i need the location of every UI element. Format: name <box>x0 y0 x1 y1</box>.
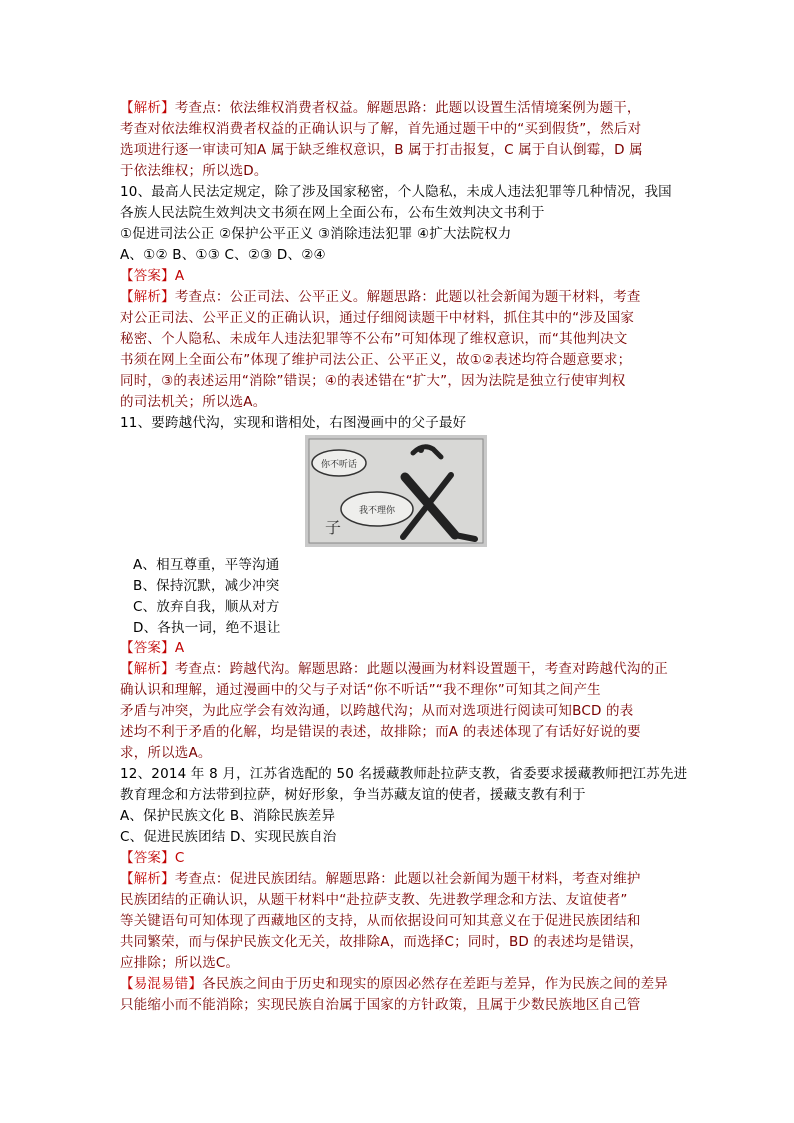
q10-analysis-line-4: 书须在网上全面公布”体现了维护司法公正、公平正义，故①②表述均符合题意要求； <box>120 352 632 368</box>
q11-option-a: A、相互尊重，平等沟通 <box>133 557 280 573</box>
q12-analysis-line-1: 【解析】考查点：促进民族团结。解题思路：此题以社会新闻为题干材料，考查对维护 <box>120 871 641 887</box>
q10-statements: ①促进司法公正 ②保护公平正义 ③消除违法犯罪 ④扩大法院权力 <box>120 226 512 242</box>
q12-analysis-line-4: 共同繁荣，而与保护民族文化无关，故排除A，而选择C；同时，BD 的表述均是错误， <box>120 934 644 950</box>
q10-analysis-line-2: 对公正司法、公平正义的正确认识，通过仔细阅读题干中材料，抓住其中的“涉及国家 <box>120 310 635 326</box>
q11-answer: 【答案】A <box>120 640 185 656</box>
q11-analysis-line-4: 述均不利于矛盾的化解，均是错误的表述，故排除；而A 的表述体现了有话好好说的要 <box>120 724 641 740</box>
q10-stem-line-1: 10、最高人民法定规定，除了涉及国家秘密，个人隐私，未成人违法犯罪等几种情况，我国 <box>120 184 672 200</box>
q12-confusion-line-2: 只能缩小而不能消除；实现民族自治属于国家的方针政策，且属于少数民族地区自己管 <box>120 997 641 1013</box>
cartoon-image <box>305 435 487 547</box>
q12-analysis-line-3: 等关键语句可知体现了西藏地区的支持，从而依据设问可知其意义在于促进民族团结和 <box>120 913 641 929</box>
q9-analysis-line-3: 选项进行逐一审读可知A 属于缺乏维权意识，B 属于打击报复，C 属于自认倒霉，D 属 <box>120 142 643 158</box>
q11-option-b: B、保持沉默，减少冲突 <box>133 578 280 594</box>
analysis-tag: 【解析】 <box>120 100 175 116</box>
q12-options-line-1: A、保护民族文化 B、消除民族差异 <box>120 808 336 824</box>
q10-options: A、①② B、①③ C、②③ D、②④ <box>120 247 326 263</box>
q12-stem-line-1: 12、2014 年 8 月，江苏省选配的 50 名援藏教师赴拉萨支教，省委要求援藏教师把江苏先进 <box>120 766 688 782</box>
q12-confusion-line-1: 【易混易错】各民族之间由于历史和现实的原因必然存在差距与差异，作为民族之间的差异 <box>120 976 669 992</box>
q12-answer: 【答案】C <box>120 850 185 866</box>
q11-analysis-line-1: 【解析】考查点：跨越代沟。解题思路：此题以漫画为材料设置题干，考查对跨越代沟的正 <box>120 661 669 677</box>
q11-analysis-line-3: 矛盾与冲突，为此应学会有效沟通，以跨越代沟；从而对选项进行阅读可知BCD 的表 <box>120 703 634 719</box>
q10-analysis-line-3: 秘密、个人隐私、未成年人违法犯罪等不公布”可知体现了维权意识，而“其他判决文 <box>120 331 628 347</box>
q10-analysis-line-6: 的司法机关；所以选A。 <box>120 394 267 410</box>
q11-option-c: C、放弃自我，顺从对方 <box>133 599 280 615</box>
q10-analysis-line-5: 同时，③的表述运用“消除”错误；④的表述错在“扩大”，因为法院是独立行使审判权 <box>120 373 626 389</box>
q12-options-line-2: C、促进民族团结 D、实现民族自治 <box>120 829 337 845</box>
q9-analysis-line-4: 于依法维权；所以选D。 <box>120 163 268 179</box>
q10-stem-line-2: 各族人民法院生效判决文书须在网上全面公布，公布生效判决文书利于 <box>120 205 545 221</box>
q10-analysis-line-1: 【解析】考查点：公正司法、公平正义。解题思路：此题以社会新闻为题干材料，考查 <box>120 289 641 305</box>
q9-analysis-line-2: 考查对依法维权消费者权益的正确认识与了解，首先通过题干中的“买到假货”，然后对 <box>120 121 642 137</box>
q11-stem: 11、要跨越代沟，实现和谐相处，右图漫画中的父子最好 <box>120 415 467 431</box>
q11-analysis-line-5: 求，所以选A。 <box>120 745 212 761</box>
q11-analysis-line-2: 确认识和理解，通过漫画中的父与子对话“你不听话”“我不理你”可知其之间产生 <box>120 682 601 698</box>
son-character-figure: 子 <box>325 518 342 537</box>
q10-answer: 【答案】A <box>120 268 185 284</box>
q12-analysis-line-5: 应排除；所以选C。 <box>120 955 240 971</box>
bubble-2-text: 我不理你 <box>358 506 396 516</box>
bubble-1-text: 你不听话 <box>320 460 358 470</box>
q9-analysis-line-1: 【解析】考查点：依法维权消费者权益。解题思路：此题以设置生活情境案例为题干， <box>120 100 641 116</box>
q11-option-d: D、各执一词，绝不退让 <box>133 620 281 636</box>
q12-stem-line-2: 教育理念和方法带到拉萨，树好形象，争当苏藏友谊的使者，援藏支教有利于 <box>120 787 586 803</box>
q12-analysis-line-2: 民族团结的正确认识，从题干材料中“赴拉萨支教、先进教学理念和方法、友谊使者” <box>120 892 628 908</box>
